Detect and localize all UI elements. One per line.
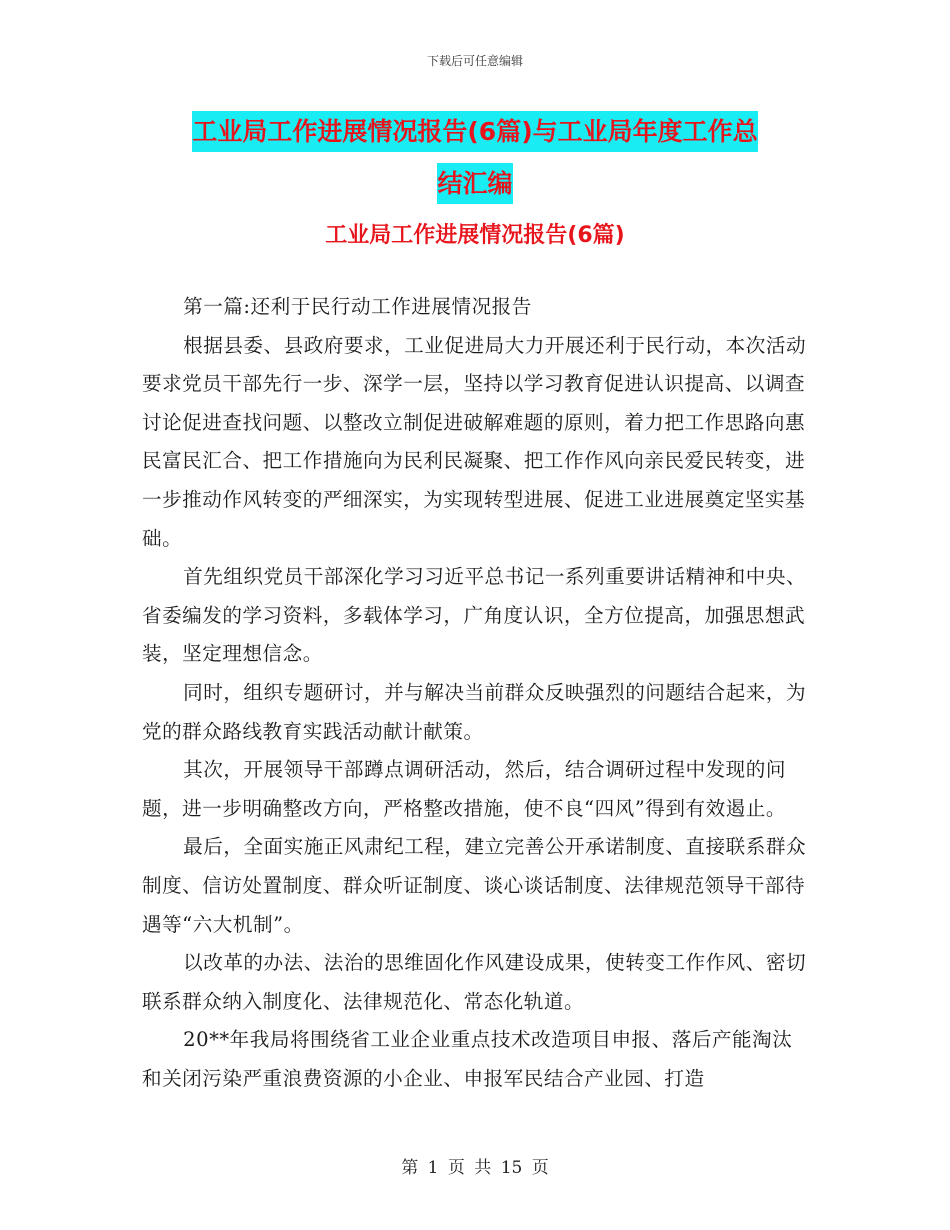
paragraph: 首先组织党员干部深化学习习近平总书记一系列重要讲话精神和中央、省委编发的学习资料，多载体学习，广角度认识，全方位提高，加强思想武装，坚定理想信念。 xyxy=(142,565,807,666)
section-title: 工业局工作进展情况报告(6篇) xyxy=(325,223,625,248)
paragraph: 其次，开展领导干部蹲点调研活动，然后，结合调研过程中发现的问题，进一步明确整改方向，严格整改措施，使不良“四风”得到有效遏止。 xyxy=(142,758,786,820)
paragraph: 根据县委、县政府要求，工业促进局大力开展还利于民行动，本次活动要求党员干部先行一步、深学一层，坚持以学习教育促进认识提高、以调查讨论促进查找问题、以整改立制促进破解难题的原则，着力把工作思路向惠民富民汇合、把工作措施向为民利民凝聚、把工作作风向亲民爱民转变，进一步推动作风转变的严细深实，为实现转型进展、促进工业进展奠定坚实基础。 xyxy=(142,333,807,550)
title-line-1: 工业局工作进展情况报告(6篇)与工业局年度工作总 xyxy=(192,111,757,152)
header-note: 下载后可任意编辑 xyxy=(426,54,523,68)
paragraph: 以改革的办法、法治的思维固化作风建设成果，使转变工作作风、密切联系群众纳入制度化、法律规范化、常态化轨道。 xyxy=(142,951,807,1013)
paragraph: 20**年我局将围绕省工业企业重点技术改造项目申报、落后产能淘汰和关闭污染严重浪费资源的小企业、申报军民结合产业园、打造 xyxy=(142,1028,793,1090)
document-title xyxy=(0,106,950,210)
page-footer: 第 1 页 共 15 页 xyxy=(401,1158,549,1178)
paragraph: 最后，全面实施正风肃纪工程，建立完善公开承诺制度、直接联系群众制度、信访处置制度、群众听证制度、谈心谈话制度、法律规范领导干部待遇等“六大机制”。 xyxy=(142,835,807,936)
chapter-heading: 第一篇:还利于民行动工作进展情况报告 xyxy=(183,295,532,318)
document-body xyxy=(142,288,807,1098)
title-line-2: 结汇编 xyxy=(437,163,512,204)
paragraph: 同时，组织专题研讨，并与解决当前群众反映强烈的问题结合起来，为党的群众路线教育实践活动献计献策。 xyxy=(142,680,807,743)
